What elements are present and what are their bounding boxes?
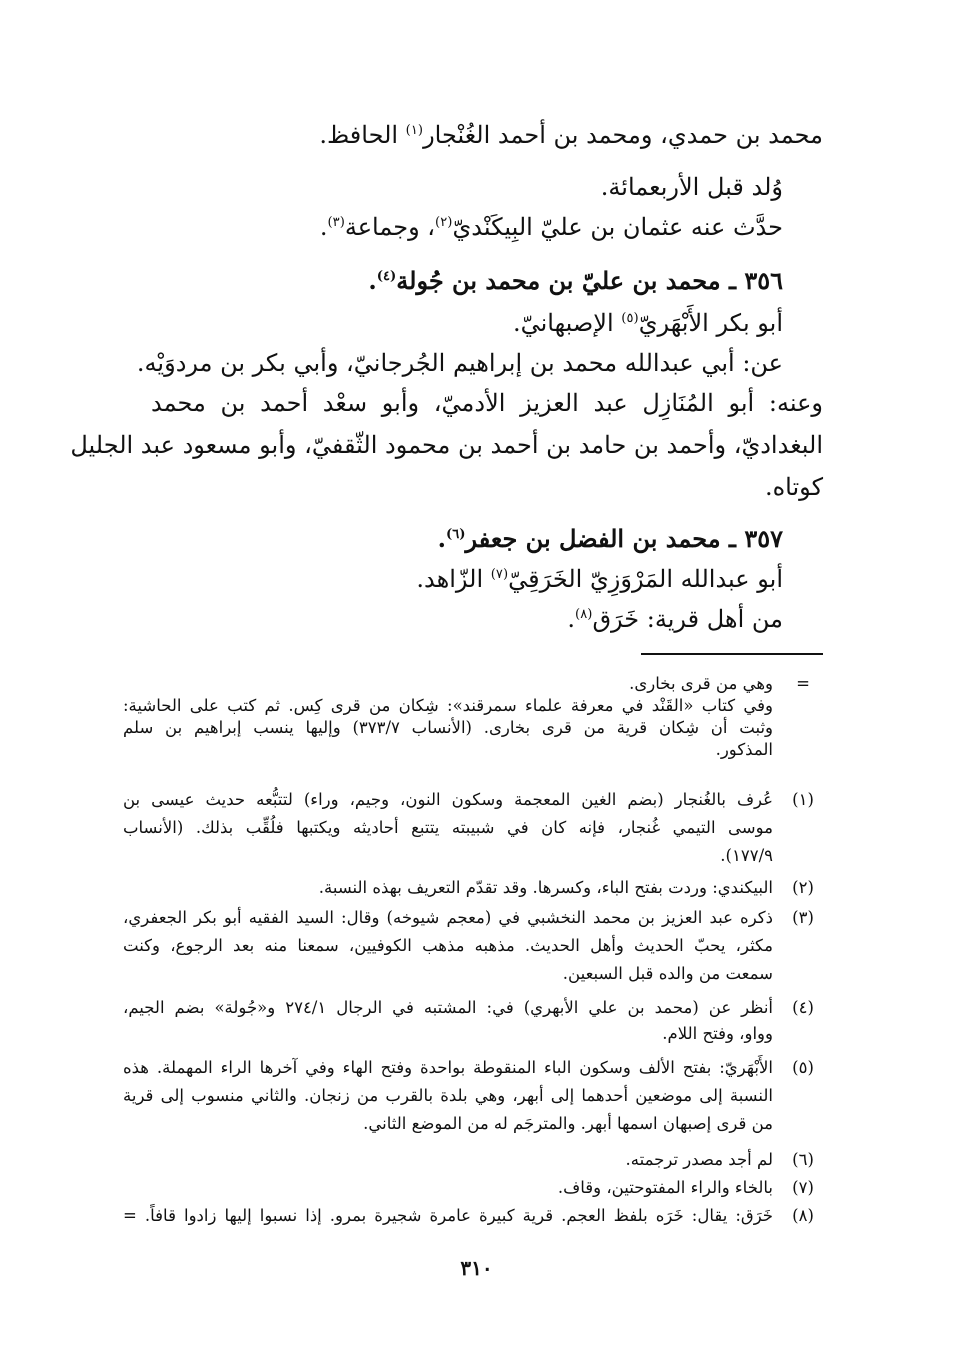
- entry-356-heading: ٣٥٦ ـ محمد بن عليّ بن محمد بن جُولة$^{(٤)}$.: [368, 266, 783, 295]
- footnote-number: (٢): [792, 878, 814, 897]
- footnote-line: أنظر عن (محمد بن علي الأبهري) في: المشتبه في الرجال ٢٧٤/١ و«جُولة» بضم الجيم،: [123, 998, 773, 1017]
- footnote-line: بالخاء والراء المفتوحتين، وقاف.: [557, 1178, 773, 1197]
- footnote-line: وواو، وفتح اللام.: [662, 1024, 773, 1043]
- main-line-2: وُلد قبل الأربعمائة.: [600, 173, 783, 201]
- footnote-continuation-line: المذكور.: [715, 740, 773, 759]
- footnote-continuation-line: وفي كتاب «القَنْد في معرفة علماء سمرقند»: شِكان من قرى كِس. ثم كتب على الحاشية:: [123, 696, 773, 715]
- footnote-number: (٣): [792, 908, 814, 927]
- entry-356-line-4: البغداديّ، وأحمد بن حامد بن أحمد بن محمود الثّقفيّ، وأبو مسعود عبد الجليل: [70, 431, 823, 459]
- footnote-continuation-line: وثبت أن شِكان قرية من قرى بخارى. (الأنساب ٣٧٣/٧) وإليها ينسب إبراهيم بن سلم: [123, 718, 774, 737]
- footnote-separator: [641, 653, 823, 655]
- entry-356-line-3: وعنه: أبو المُنَازِل عبد العزيز الأدميّ، وأبو سعْد أحمد بن محمد: [151, 389, 823, 417]
- footnote-line: ١٧٧/٩).: [720, 846, 773, 865]
- footnote-number: (٦): [792, 1150, 814, 1169]
- entry-357-heading: ٣٥٧ ـ محمد بن الفضل بن جعفر$^{(٦)}$.: [437, 524, 783, 553]
- footnote-continuation-line: وهي من قرى بخارى.: [629, 674, 773, 693]
- footnote-line: ذكره عبد العزيز بن محمد النخشبي في (معجم شيوخه) وقال: السيد الفقيه أبو بكر الجعفري،: [123, 908, 773, 927]
- footnote-line: لم أجد مصدر ترجمته.: [625, 1150, 773, 1169]
- continuation-marker: =: [796, 674, 810, 693]
- footnote-number: (٥): [792, 1058, 814, 1077]
- footnote-line: النسبة إلى موضعين أحدهما إلى أبهر، وهي بلدة بالقرب من زنجان. والثاني منسوب إلى قرية: [123, 1086, 773, 1105]
- page-number: ٣١٠: [460, 1256, 493, 1280]
- footnote-line: مكثر، يحبّ الحديث وأهل الحديث. مذهبه مذهب الكوفيين، سمعنا منه بعد الرجوع، وكنت: [123, 936, 773, 955]
- footnote-line: موسى التيمي غُنجار، فإنه كان في شبيبته يتتبع أحاديثه ويكتبها فلُقِّب بذلك. (الأنساب: [123, 818, 773, 837]
- footnote-line: سمعت من والده قبل السبعين.: [562, 964, 773, 983]
- footnote-number: (٨): [792, 1206, 814, 1225]
- entry-356-line-5: كوتاه.: [764, 473, 823, 501]
- footnote-line: الأَبْهَريّ: بفتح الألف وسكون الباء المنقوطة بواحدة وفتح الهاء وفي آخرها الراء المهملة. هذه: [123, 1058, 773, 1077]
- main-line-3: حدَّث عنه عثمان بن عليّ البِيكَنْديّ$^{(٢)}$، وجماعة$^{(٣)}$.: [319, 213, 783, 241]
- footnote-line: خَرَق: يقال: خَرَه بلفظ العجم. قرية كبيرة عامرة شجيرة بمرو. إذا نسبوا إليها زادوا قافاً. =: [123, 1206, 773, 1225]
- footnote-line: عُرف بالغُنجار (بضم الغين المعجمة وسكون النون، وجيم، وراء) لتتبُّعه حديث عيسى بن: [123, 790, 773, 809]
- main-line-1: محمد بن حمدي، ومحمد بن أحمد الغُنْجار$^{(١)}$ الحافظ.: [319, 121, 823, 149]
- footnote-number: (٤): [792, 998, 814, 1017]
- entry-356-line-2: عن: أبي عبدالله محمد بن إبراهيم الجُرجانيّ، وأبي بكر بن مردوَيْه.: [136, 349, 783, 377]
- footnote-line: من قرى إصبهان اسمها أبهر. والمترجَم له من الموضع الثاني.: [363, 1114, 773, 1133]
- entry-357-line-2: من أهل قرية: خَرَق$^{(٨)}$.: [567, 605, 783, 633]
- entry-357-line-1: أبو عبدالله المَرْوَزِيّ الخَرَقِيّ$^{(٧)}$ الزّاهد.: [416, 565, 783, 593]
- footnote-line: البيكندي: وردت بفتح الباء، وكسرها. وقد تقدّم التعريف بهذه النسبة.: [318, 878, 773, 897]
- entry-356-line-1: أبو بكر الأَبْهَريّ$^{(٥)}$ الإصبهانيّ.: [512, 309, 783, 337]
- footnote-number: (١): [792, 790, 814, 809]
- footnote-number: (٧): [792, 1178, 814, 1197]
